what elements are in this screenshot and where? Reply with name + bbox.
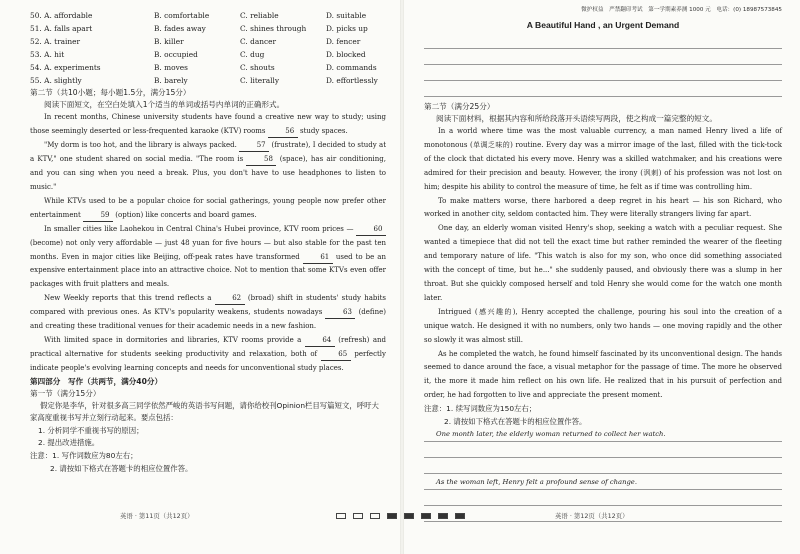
story-paragraph: To make matters worse, there harbored a deep regret in his heart — his son Richard, who worked in another city, seldom contacted him. They were literally strangers living far apart. (424, 196, 782, 219)
story-paragraph: In a world where time was the most valuable currency, a man named Henry lived a life of monotonous (单调乏味的) routine. Every day was a mirror image of the last, filled with the tick-tock of the clock that dictated his every move. Henry was a skilled watchmaker, and his creations were admired for their precision and beauty. However, the irony (讽刺) of his profession was not lost on him; despite his ability to control the measure of time, he felt as if time was controlling him. (424, 127, 782, 191)
option: D. blocked (326, 49, 366, 59)
passage-paragraph (30, 195, 386, 223)
blank-60[interactable]: 60 (356, 224, 386, 236)
blank-62[interactable]: 62 (215, 293, 245, 305)
passage-text: While KTVs used to be a popular choice for social gatherings, young people now prefer other entertainment (30, 196, 386, 219)
blank-63[interactable]: 63 (325, 307, 355, 319)
blank-56[interactable]: 56 (268, 126, 298, 138)
registration-mark (455, 513, 465, 519)
registration-marks (336, 513, 465, 519)
footer-page-11: 英语 · 第11页（共12页） (120, 512, 194, 520)
passage-text: study spaces. (300, 127, 348, 136)
registration-mark (387, 513, 397, 519)
answer-line[interactable] (424, 49, 782, 65)
registration-mark (438, 513, 448, 519)
section2-instruction: 阅读下面短文，在空白处填入1个适当的单词或括号内单词的正确形式。 (44, 100, 285, 110)
story-title: A Beautiful Hand , an Urgent Demand (526, 20, 680, 30)
story-paragraph: One day, an elderly woman visited Henry's shop, seeking a watch with a peculiar request. She wanted a timepiece that did not tell the exact time but rather reminded the wearer of the fleeting and temporary nature of life. "This watch is also for my son, who once did something associated with the concept of time, but he..." she suddenly paused, and obviously there was a slump in her throat. But she quickly composed herself and told Henry she would come for the watch one month later. (424, 224, 782, 302)
writing-point: 2. 提出改进措施。 (38, 438, 100, 448)
passage-text: (frustrate), I decided to study at a KTV," one student shared on social media. "The room is (30, 141, 387, 164)
story-paragraph: As he completed the watch, he found himself fascinated by its unconventional design. The hands seemed to dance around the face, a visual metaphor for the passage of time. The more he observed it, the more it made him reflect on his own life. He realized that in his pursuit of perfection and order, he had forgotten to live and appreciate the present moment. (424, 349, 782, 400)
passage-paragraph (30, 139, 386, 195)
registration-mark (404, 513, 414, 519)
section2-heading: 第二节（共10小题；每小题1.5分，满分15分） (30, 88, 191, 98)
option: D. fencer (326, 36, 361, 46)
passage-text: (option) like concerts and board games. (115, 210, 257, 219)
blank-61[interactable]: 61 (303, 252, 333, 264)
blank-59[interactable]: 59 (83, 210, 113, 222)
answer-line[interactable] (424, 442, 782, 458)
passage-text: (define) and creating these traditional venues for their academic needs in a new fashion. (30, 308, 386, 331)
option: C. dug (240, 49, 265, 59)
writing-note: 2. 请按如下格式在答题卡的相应位置作答。 (50, 463, 193, 473)
option: D. effortlessly (326, 75, 378, 85)
option: D. suitable (326, 11, 367, 20)
blank-65[interactable]: 65 (321, 349, 351, 361)
option: 50. A. affordable (30, 11, 93, 20)
option: B. comfortable (154, 11, 210, 20)
option: B. killer (154, 36, 184, 46)
right-page (404, 0, 800, 554)
writing-point: 1. 分析同学不重视书写的原因； (38, 425, 144, 435)
blank-57[interactable]: 57 (239, 140, 269, 152)
passage-paragraph (30, 223, 386, 293)
passage-text: used to be an expensive entertainment place into an attractive choice. Not to mention that some KTVs even offer packages with fruit platters and meals. (30, 252, 386, 289)
passage-text: In smaller cities like Laohekou in Central China's Hubei province, KTV room prices — (44, 224, 354, 233)
passage-text: "My dorm is too hot, and the library is always packed. (44, 141, 237, 150)
option: 54. A. experiments (30, 62, 101, 72)
continuation-start-2: As the woman left, Henry felt a profound sense of change. (424, 476, 782, 490)
passage-text: With limited space in dormitories and libraries, KTV rooms provide a (44, 335, 302, 344)
answer-line[interactable] (424, 81, 782, 97)
blank-64[interactable]: 64 (305, 335, 335, 347)
footer-page-12: 英语 · 第12页（共12页） (555, 512, 629, 520)
passage-text: (broad) shift in students' study habits compared with previous ones. As KTV's popularity weakens, students nowadays (30, 294, 387, 317)
option: C. literally (240, 75, 280, 85)
option: D. commands (326, 62, 377, 72)
option: C. dancer (240, 36, 277, 46)
option: D. picks up (326, 23, 368, 33)
option: B. occupied (154, 49, 198, 59)
passage-text: New Weekly reports that this trend reflects a (44, 294, 212, 303)
option: 52. A. trainer (30, 36, 81, 46)
option: 55. A. slightly (30, 75, 82, 85)
continuation-start-1: One month later, the elderly woman returned to collect her watch. (424, 428, 782, 442)
story-paragraph: Intrigued (感兴趣的), Henry accepted the challenge, pouring his soul into the creation of a unique watch. He designed it with no numbers, only two hands — one moving rapidly and the other so slowly it was almost still. (424, 307, 782, 344)
passage-text: perfectly indicate people's evolving learning concepts and needs for unconventional study places. (30, 349, 387, 372)
passage-paragraph (30, 111, 386, 139)
right-section-heading: 第二节（满分25分） (424, 102, 495, 111)
passage-text: (refresh) and practical alternative for students seeking productivity and relaxation, both of (30, 335, 387, 358)
answer-line[interactable] (424, 33, 782, 49)
option: B. moves (154, 62, 188, 72)
part4-heading: 第四部分 写作（共两节，满分40分） (30, 376, 163, 386)
option: B. barely (154, 75, 188, 85)
registration-mark (336, 513, 346, 519)
right-section-instruction: 阅读下面材料，根据其内容和所给段落开头语续写两段，使之构成一篇完整的短文。 (436, 114, 717, 123)
answer-line[interactable] (424, 458, 782, 474)
option: C. shouts (240, 62, 275, 72)
passage-text: (space), has air conditioning, and you can sing when you need a break. Plus, you don't have to use headphones to listen to music." (30, 155, 386, 191)
part4-sub1: 第一节（满分15分） (30, 388, 101, 398)
writing-prompt: 假定你是李华，针对很多高三同学依然严峻的英语书写问题，请你给校刊Opinion栏目写篇短文，呼吁大家高度重视书写并立刻行动起来。要点包括： (30, 400, 379, 423)
option: 51. A. falls apart (30, 23, 93, 33)
blank-58[interactable]: 58 (246, 154, 276, 166)
registration-mark (421, 513, 431, 519)
passage-paragraph (30, 334, 386, 376)
passage-text: (become) not only very affordable — just 48 yuan for five hours — but also stable for the past ten months. Even in major cities like Beijing, off-peak rates have transformed (30, 238, 386, 261)
option: C. reliable (240, 11, 279, 20)
option: C. shines through (240, 23, 307, 33)
continuation-note: 2. 请按如下格式在答题卡的相应位置作答。 (444, 416, 587, 426)
writing-note: 注意：1. 写作词数应为80左右； (30, 451, 138, 461)
registration-mark (370, 513, 380, 519)
continuation-note: 注意：1. 续写词数应为150左右； (424, 404, 537, 414)
option: B. fades away (154, 23, 206, 33)
options-grid (30, 10, 386, 87)
option: 53. A. hit (30, 49, 65, 59)
registration-mark (353, 513, 363, 519)
page-header: 微护权益 严禁翻印考试 第一学期素养测 1000 元 电话：(0) 18987573845 (581, 7, 782, 13)
answer-line[interactable] (424, 490, 782, 506)
passage-paragraph (30, 292, 386, 334)
passage-text: In recent months, Chinese university students have found a creative new way to study; using those seemingly deserted or less-frequented karaoke (KTV) rooms (30, 113, 386, 136)
answer-line[interactable] (424, 65, 782, 81)
